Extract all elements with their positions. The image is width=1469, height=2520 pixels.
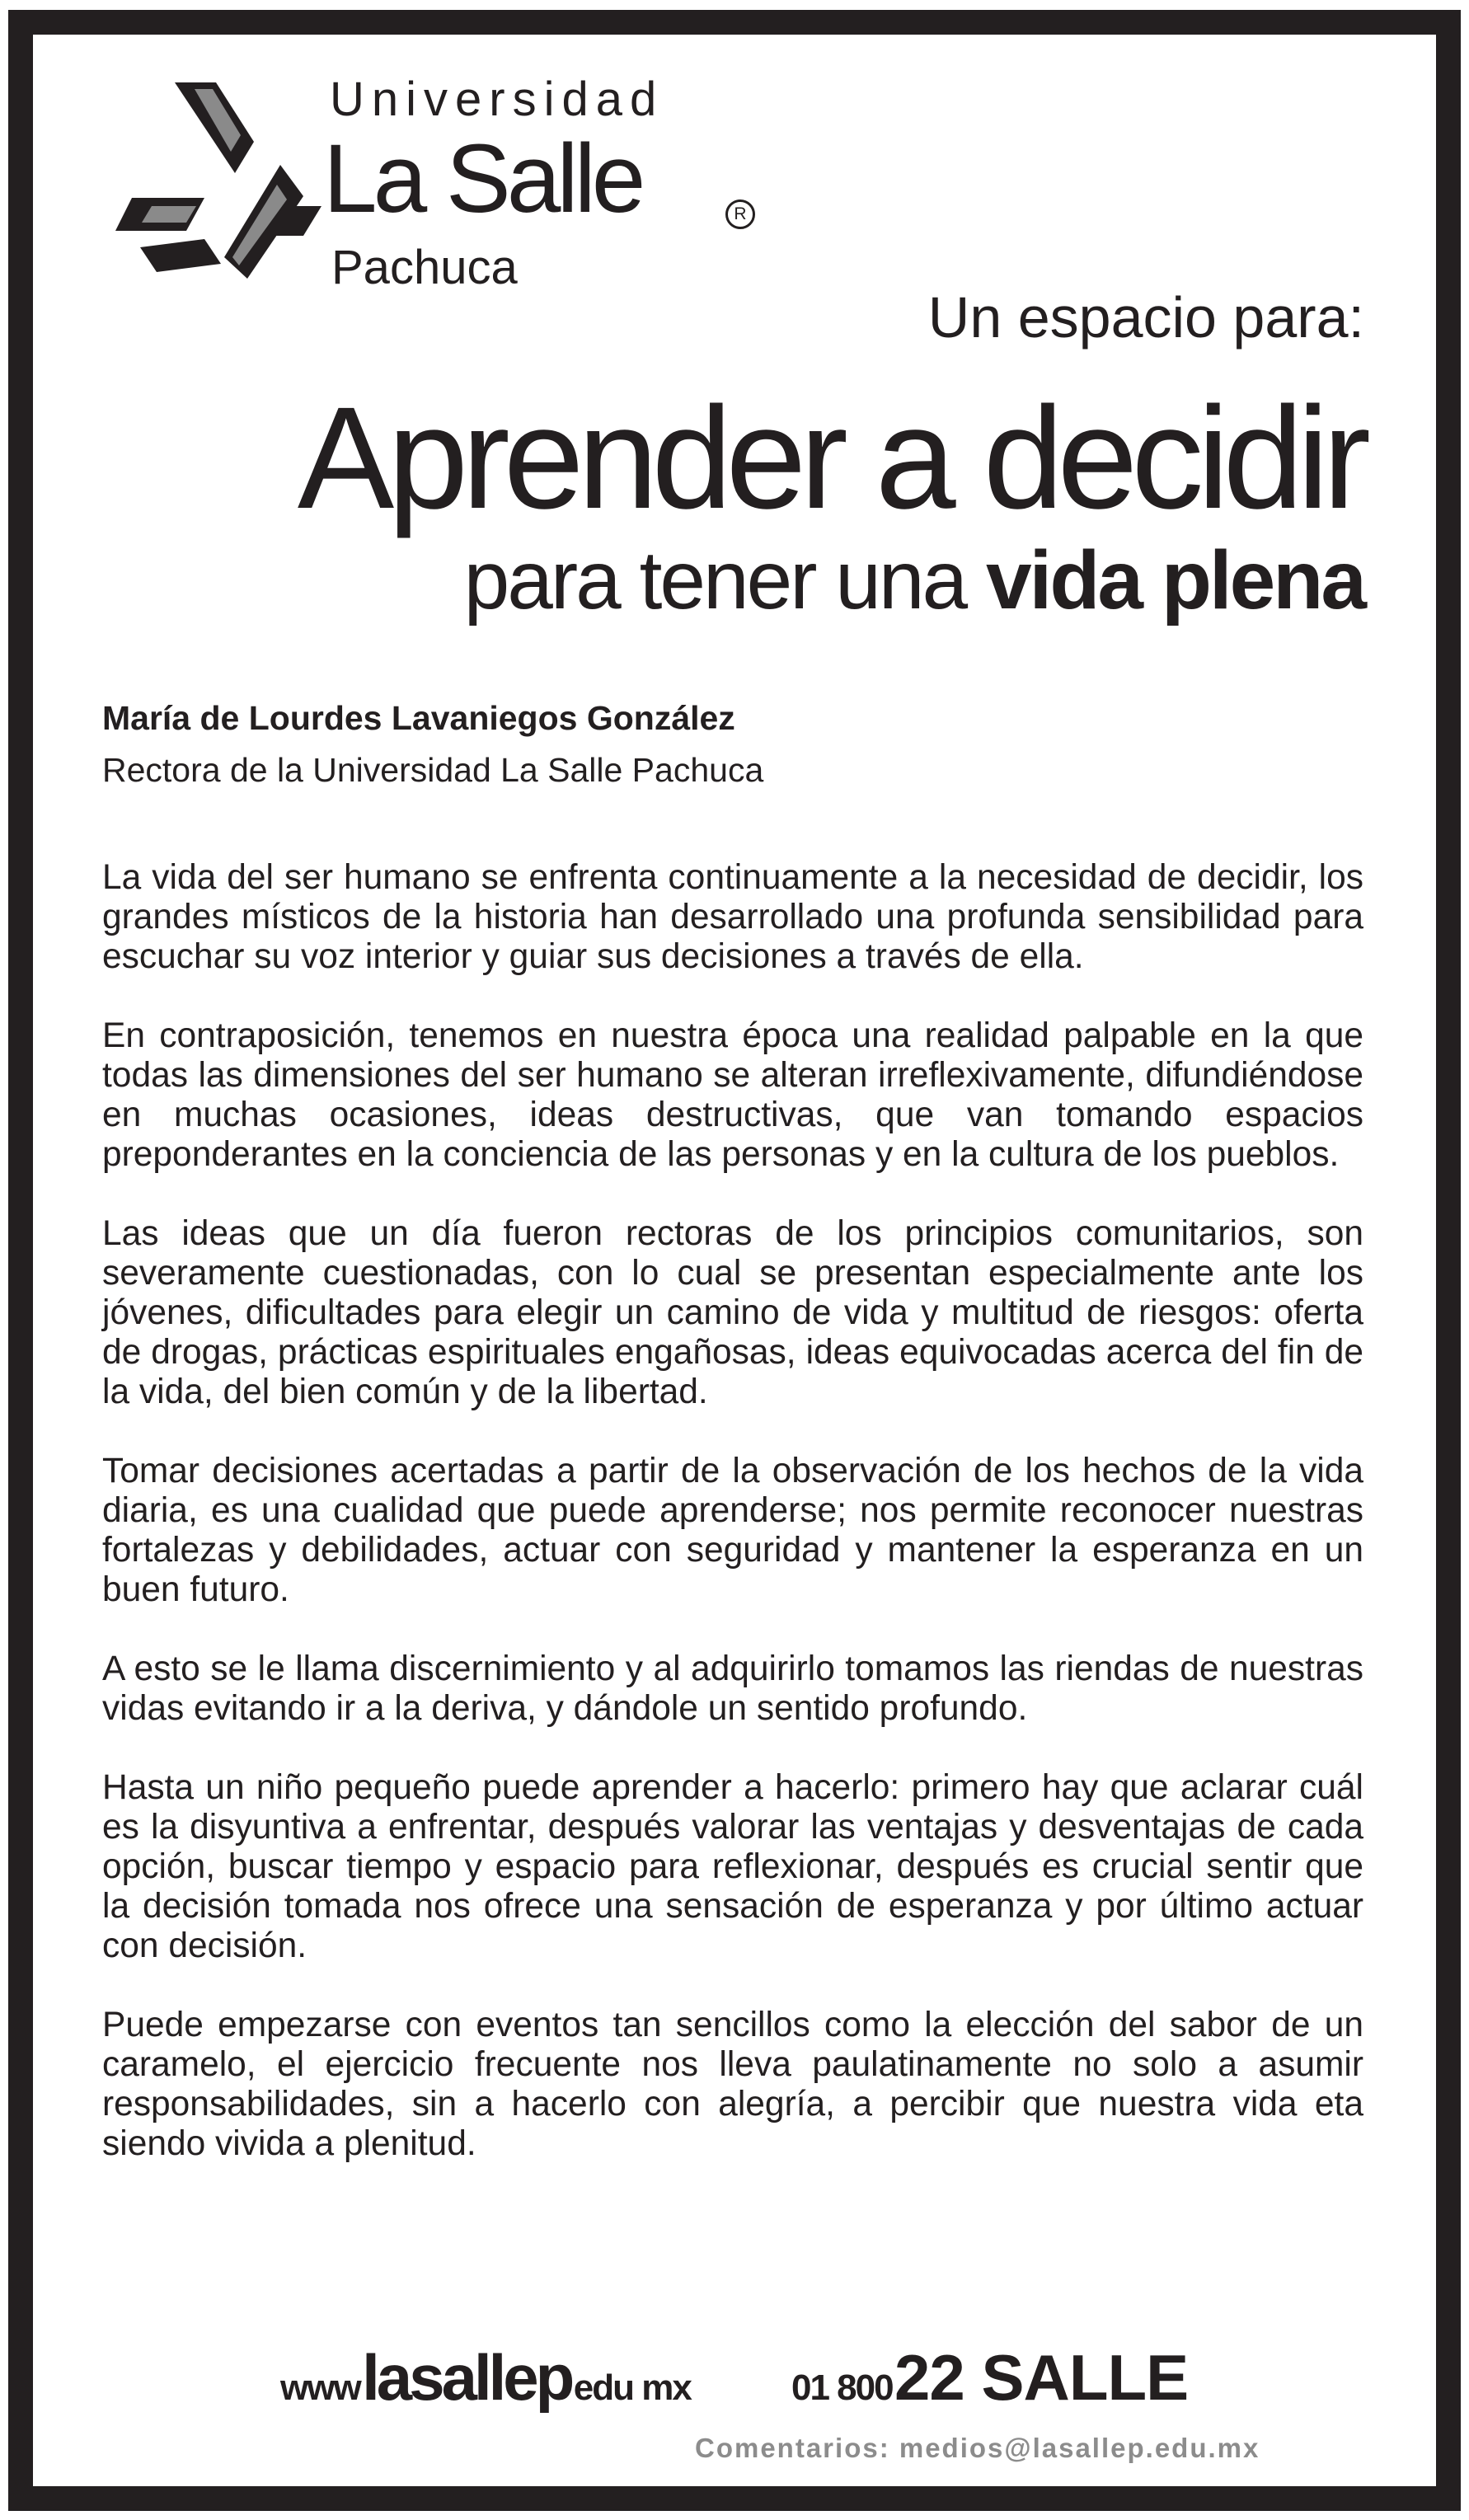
comments-email[interactable]: Comentarios: medios@lasallep.edu.mx (695, 2433, 1260, 2463)
article-paragraph: Las ideas que un día fueron rectoras de los principios comunitarios, son severamente cuestionadas, con lo cual se presentan especialmente ante los jóvenes, dificultades para elegir un camino de vida y multitud de riesgos: oferta de drogas, prácticas espirituales engañosas, ideas equivocadas acerca del fin de la vida, del bien común y de la libertad. (102, 1214, 1363, 1411)
author-role: Rectora de la Universidad La Salle Pachuca (102, 751, 764, 789)
page-subtitle (463, 534, 1364, 626)
website-suffix: edu mx (573, 2367, 691, 2408)
article-paragraph: En contraposición, tenemos en nuestra época una realidad palpable en la que todas las dimensiones del ser humano se alteran irreflexivamente, difundiéndose en muchas ocasiones, ideas destructivas, que van tomando espacios preponderantes en la conciencia de las personas y en la cultura de los pueblos. (102, 1016, 1363, 1174)
article-paragraph: A esto se le llama discernimiento y al adquirirlo tomamos las riendas de nuestras vidas evitando ir a la deriva, y dándole un sentido profundo. (102, 1649, 1363, 1728)
article-paragraph: Puede empezarse con eventos tan sencillos como la elección del sabor de un caramelo, el ejercicio frecuente nos lleva paulatinamente no solo a asumir responsabilidades, sin a hacerlo con alegría, a percibir que nuestra vida eta siendo vivida a plenitud. (102, 2006, 1363, 2163)
registered-mark: R (725, 199, 755, 229)
article-paragraph: La vida del ser humano se enfrenta continuamente a la necesidad de decidir, los grandes místicos de la historia han desarrollado una profunda sensibilidad para escuchar su voz interior y guiar sus decisiones a través de ella. (102, 858, 1363, 976)
phone-prefix: 01 800 (791, 2367, 893, 2408)
subtitle-bold: vida plena (985, 534, 1364, 626)
phone-number (791, 2341, 1189, 2414)
article-body (102, 858, 1363, 2203)
kicker-heading: Un espacio para: (927, 285, 1364, 350)
logo-name-text: La Salle (323, 124, 642, 233)
phone-main: 22 SALLE (894, 2341, 1189, 2414)
website-prefix: www (280, 2367, 360, 2408)
article-paragraph: Tomar decisiones acertadas a partir de la observación de los hechos de la vida diaria, es una cualidad que puede aprenderse; nos permite reconocer nuestras fortalezas y debilidades, actuar con seguridad y mantener la esperanza en un buen futuro. (102, 1452, 1363, 1609)
website-address[interactable] (280, 2341, 691, 2414)
page-title: Aprender a decidir (297, 378, 1364, 539)
subtitle-regular: para tener una (463, 534, 966, 626)
website-name: lasallep (362, 2341, 572, 2414)
logo-city-text: Pachuca (331, 241, 518, 294)
logo-university-text: Universidad (330, 73, 664, 126)
article-paragraph: Hasta un niño pequeño puede aprender a hacerlo: primero hay que aclarar cuál es la disyuntiva a enfrentar, después valorar las ventajas y desventajas de cada opción, buscar tiempo y espacio para reflexionar, después es crucial sentir que la decisión tomada nos ofrece una sensación de esperanza y por último actuar con decisión. (102, 1768, 1363, 1965)
lasalle-star-logo-icon (115, 82, 321, 280)
author-name: María de Lourdes Lavaniegos González (102, 699, 735, 737)
